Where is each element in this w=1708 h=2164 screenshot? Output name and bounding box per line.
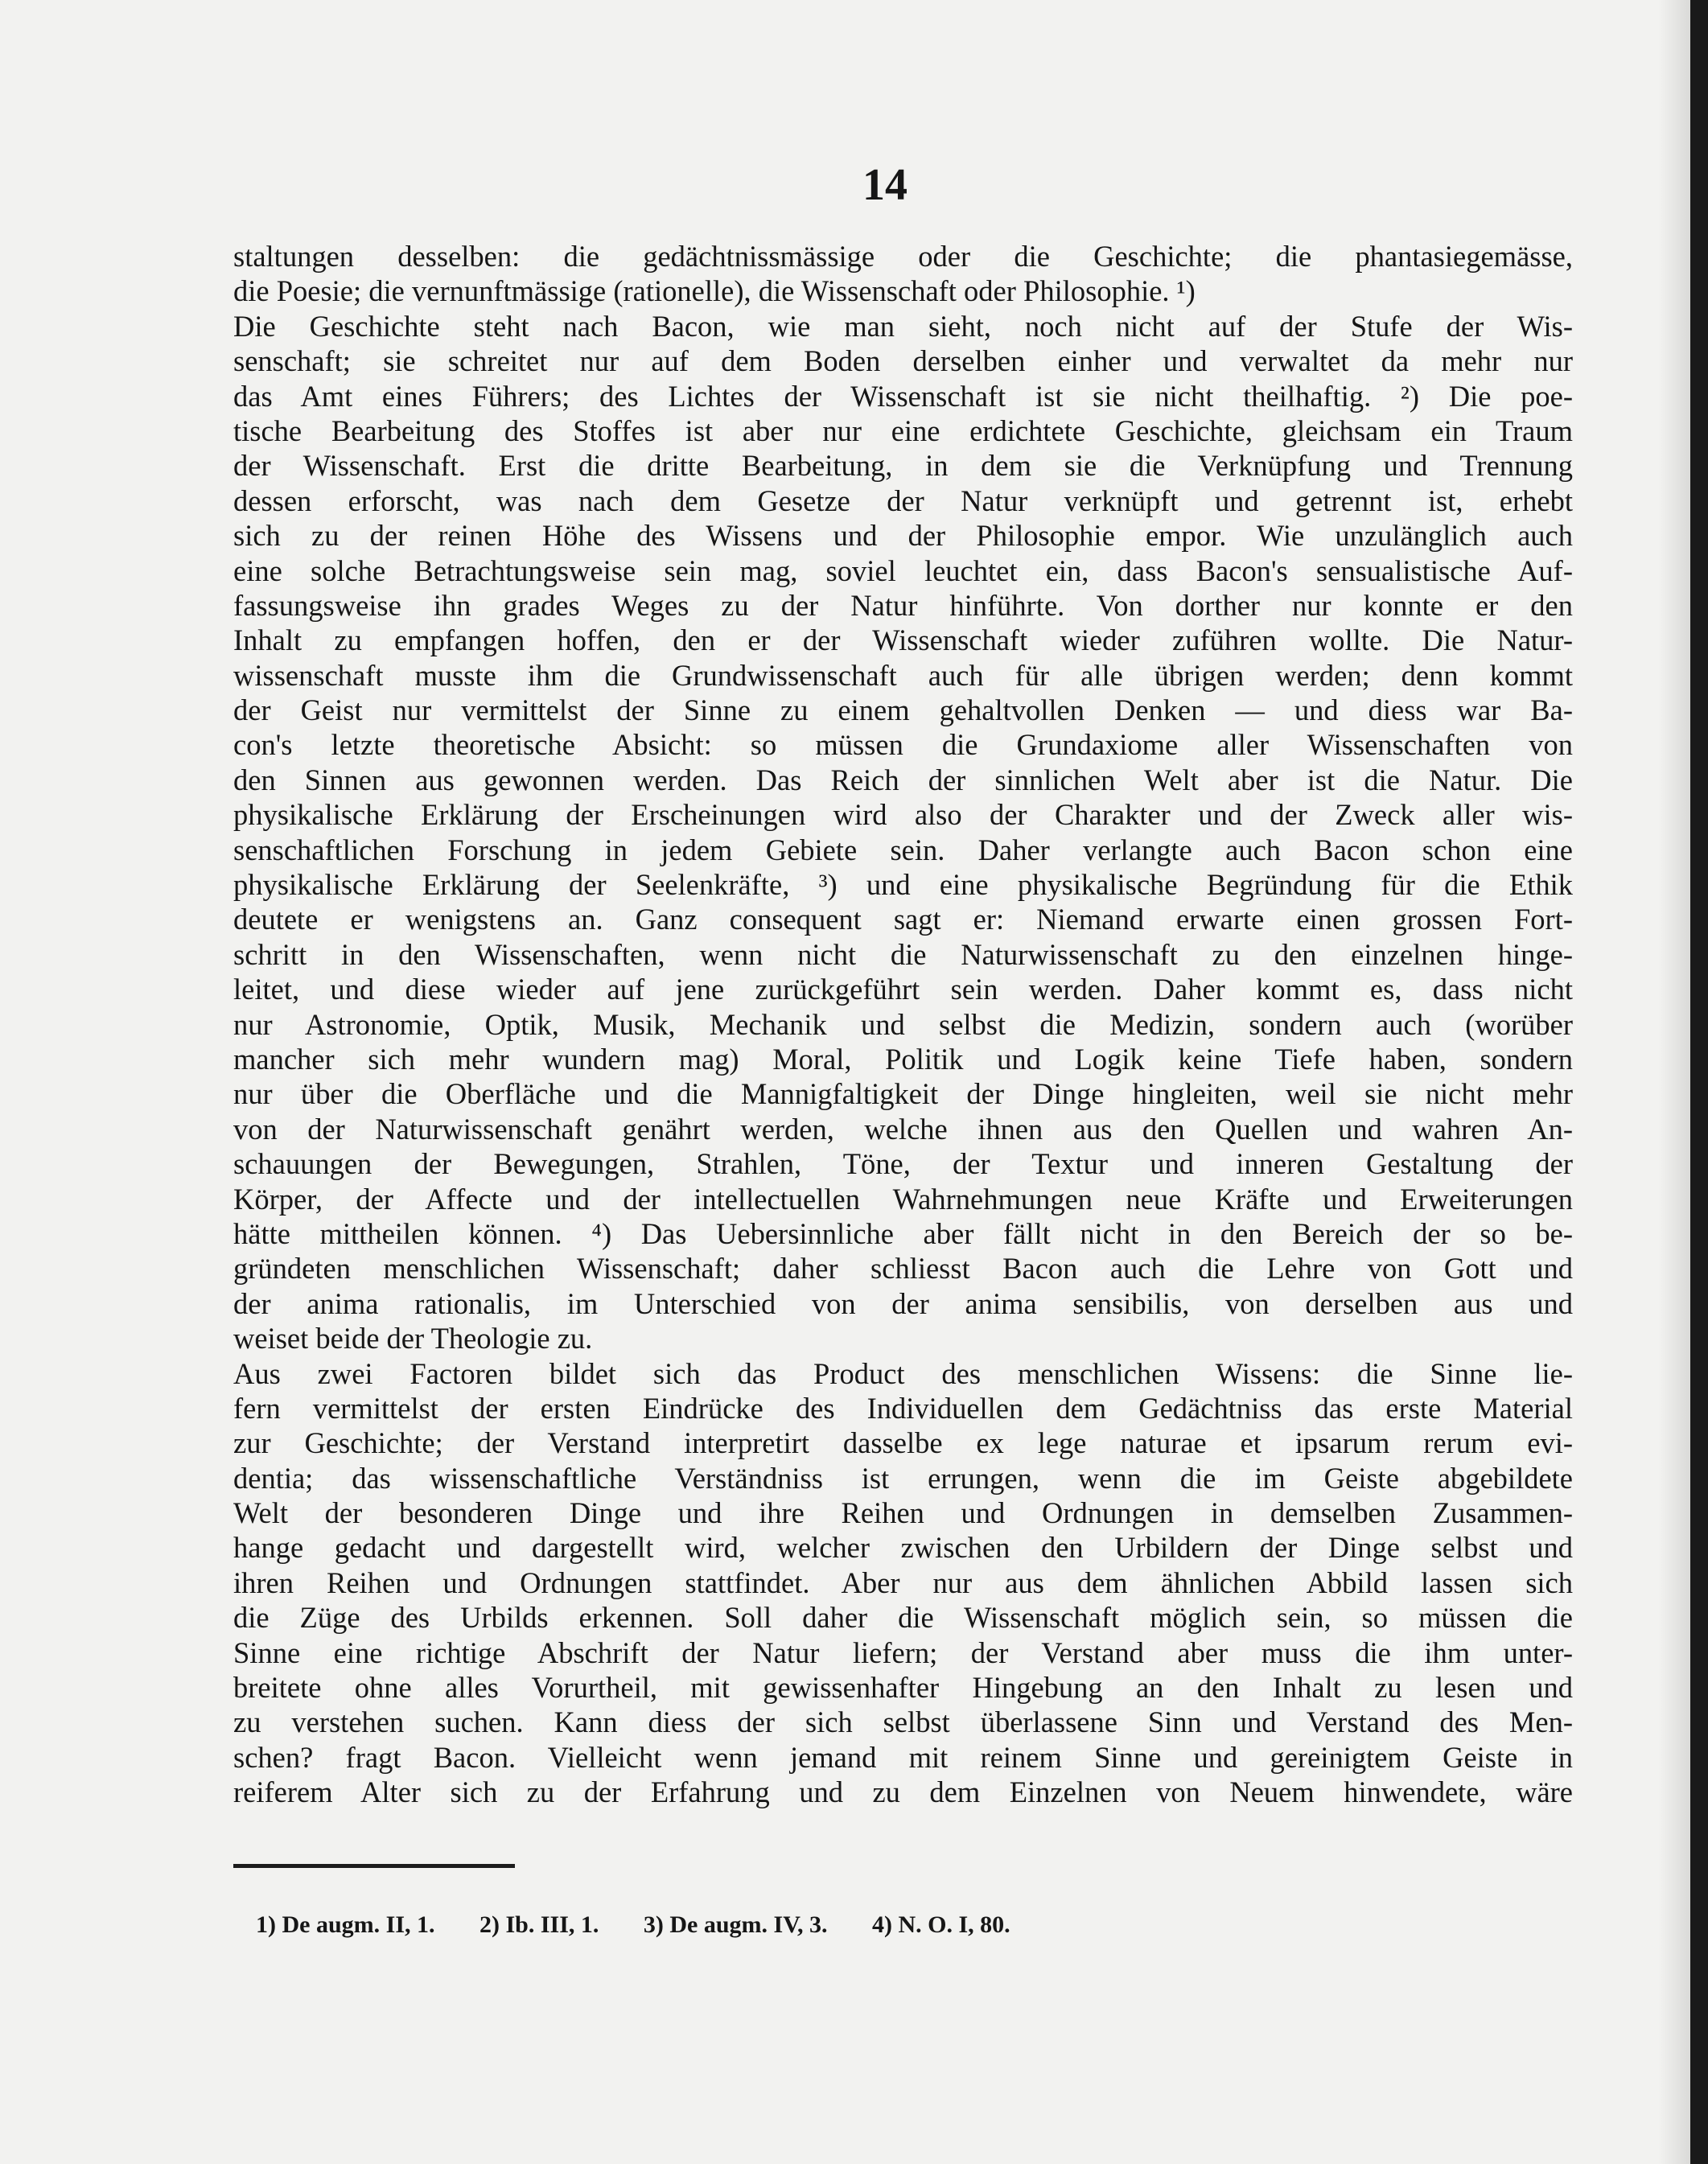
body-text	[233, 239, 1573, 1810]
text-line: mancher sich mehr wundern mag) Moral, Politik und Logik keine Tiefe haben, sondern	[233, 1042, 1573, 1076]
text-line: senschaft; sie schreitet nur auf dem Boden derselben einher und verwaltet da mehr nur	[233, 344, 1573, 378]
text-line: schen? fragt Bacon. Vielleicht wenn jemand mit reinem Sinne und gereinigtem Geiste in	[233, 1740, 1573, 1774]
text-line: reiferem Alter sich zu der Erfahrung und zu dem Einzelnen von Neuem hinwendete, wäre	[233, 1775, 1573, 1809]
text-line: nur Astronomie, Optik, Musik, Mechanik und selbst die Medizin, sondern auch (worüber	[233, 1007, 1573, 1041]
text-line: die Poesie; die vernunftmässige (rationelle), die Wissenschaft oder Philosophie. ¹)	[233, 274, 1196, 308]
text-line: wissenschaft musste ihm die Grundwissenschaft auch für alle übrigen werden; denn kommt	[233, 658, 1573, 692]
text-line: hätte mittheilen können. ⁴) Das Uebersinnliche aber fällt nicht in den Bereich der so be-	[233, 1216, 1573, 1250]
text-line: senschaftlichen Forschung in jedem Gebiete sein. Daher verlangte auch Bacon schon eine	[233, 833, 1573, 866]
text-line: das Amt eines Führers; des Lichtes der Wissenschaft ist sie nicht theilhaftig. ²) Die poe-	[233, 379, 1573, 413]
text-line: der Geist nur vermittelst der Sinne zu einem gehaltvollen Denken — und diess war Ba-	[233, 693, 1573, 727]
text-line: ihren Reihen und Ordnungen stattfindet. Aber nur aus dem ähnlichen Abbild lassen sich	[233, 1565, 1573, 1599]
text-line: zur Geschichte; der Verstand interpretirt dasselbe ex lege naturae et ipsarum rerum evi-	[233, 1426, 1573, 1460]
text-line: die Züge des Urbilds erkennen. Soll daher die Wissenschaft möglich sein, so müssen die	[233, 1601, 1573, 1635]
page-gutter-shadow	[1658, 0, 1690, 2164]
text-line: breitete ohne alles Vorurtheil, mit gewissenhafter Hingebung an den Inhalt zu lesen und	[233, 1671, 1573, 1705]
footnotes	[256, 1911, 1049, 1940]
text-line: Welt der besonderen Dinge und ihre Reihen und Ordnungen in demselben Zusammen-	[233, 1496, 1573, 1530]
footnote-2: 2) Ib. III, 1.	[479, 1911, 599, 1938]
text-line: der anima rationalis, im Unterschied von der anima sensibilis, von derselben aus und	[233, 1286, 1573, 1320]
text-line: tische Bearbeitung des Stoffes ist aber nur eine erdichtete Geschichte, gleichsam ein Traum	[233, 413, 1573, 447]
page-edge	[1690, 0, 1708, 2164]
text-line: gründeten menschlichen Wissenschaft; daher schliesst Bacon auch die Lehre von Gott und	[233, 1252, 1573, 1286]
text-line: schauungen der Bewegungen, Strahlen, Töne, der Textur und inneren Gestaltung der	[233, 1147, 1573, 1181]
text-line: schritt in den Wissenschaften, wenn nicht die Naturwissenschaft zu den einzelnen hinge-	[233, 937, 1573, 971]
text-line: fassungsweise ihn grades Weges zu der Natur hinführte. Von dorther nur konnte er den	[233, 588, 1573, 622]
footnote-1: 1) De augm. II, 1.	[256, 1911, 435, 1938]
text-line: eine solche Betrachtungsweise sein mag, soviel leuchtet ein, dass Bacon's sensualistische Auf-	[233, 553, 1573, 587]
text-line: von der Naturwissenschaft genährt werden, welche ihnen aus den Quellen und wahren An-	[233, 1112, 1573, 1146]
footnote-4: 4) N. O. I, 80.	[872, 1911, 1010, 1938]
text-line: den Sinnen aus gewonnen werden. Das Reich der sinnlichen Welt aber ist die Natur. Die	[233, 763, 1573, 796]
text-line: zu verstehen suchen. Kann diess der sich selbst überlassene Sinn und Verstand des Men-	[233, 1705, 1573, 1739]
text-line: Körper, der Affecte und der intellectuellen Wahrnehmungen neue Kräfte und Erweiterungen	[233, 1182, 1573, 1216]
text-line: Aus zwei Factoren bildet sich das Product des menschlichen Wissens: die Sinne lie-	[233, 1356, 1573, 1390]
footnote-3: 3) De augm. IV, 3.	[643, 1911, 828, 1938]
text-line: physikalische Erklärung der Seelenkräfte, ³) und eine physikalische Begründung für die Ethik	[233, 868, 1573, 902]
text-line: Sinne eine richtige Abschrift der Natur liefern; der Verstand aber muss die ihm unter-	[233, 1635, 1573, 1669]
text-line: deutete er wenigstens an. Ganz consequent sagt er: Niemand erwarte einen grossen Fort-	[233, 903, 1573, 936]
text-line: Inhalt zu empfangen hoffen, den er der Wissenschaft wieder zuführen wollte. Die Natur-	[233, 623, 1573, 657]
text-line: dentia; das wissenschaftliche Verständniss ist errungen, wenn die im Geiste abgebildete	[233, 1461, 1573, 1495]
text-line: physikalische Erklärung der Erscheinungen wird also der Charakter und der Zweck aller wis-	[233, 798, 1573, 832]
text-line: con's letzte theoretische Absicht: so müssen die Grundaxiome aller Wissenschaften von	[233, 728, 1573, 762]
text-line: nur über die Oberfläche und die Mannigfaltigkeit der Dinge hingleiten, weil sie nicht mehr	[233, 1077, 1573, 1111]
text-line: hange gedacht und dargestellt wird, welcher zwischen den Urbildern der Dinge selbst und	[233, 1531, 1573, 1565]
text-line: sich zu der reinen Höhe des Wissens und der Philosophie empor. Wie unzulänglich auch	[233, 519, 1573, 553]
text-line: staltungen desselben: die gedächtnissmässige oder die Geschichte; die phantasiegemässe,	[233, 240, 1573, 273]
text-line: der Wissenschaft. Erst die dritte Bearbeitung, in dem sie die Verknüpfung und Trennung	[233, 449, 1573, 483]
footnote-rule	[233, 1864, 515, 1868]
page-number: 14	[862, 160, 908, 210]
text-line: dessen erforscht, was nach dem Gesetze der Natur verknüpft und getrennt ist, erhebt	[233, 483, 1573, 517]
text-line: Die Geschichte steht nach Bacon, wie man sieht, noch nicht auf der Stufe der Wis-	[233, 309, 1573, 343]
text-line: weiset beide der Theologie zu.	[233, 1322, 593, 1356]
text-line: leitet, und diese wieder auf jene zurückgeführt sein werden. Daher kommt es, dass nicht	[233, 973, 1573, 1006]
text-line: fern vermittelst der ersten Eindrücke des Individuellen dem Gedächtniss das erste Material	[233, 1391, 1573, 1425]
